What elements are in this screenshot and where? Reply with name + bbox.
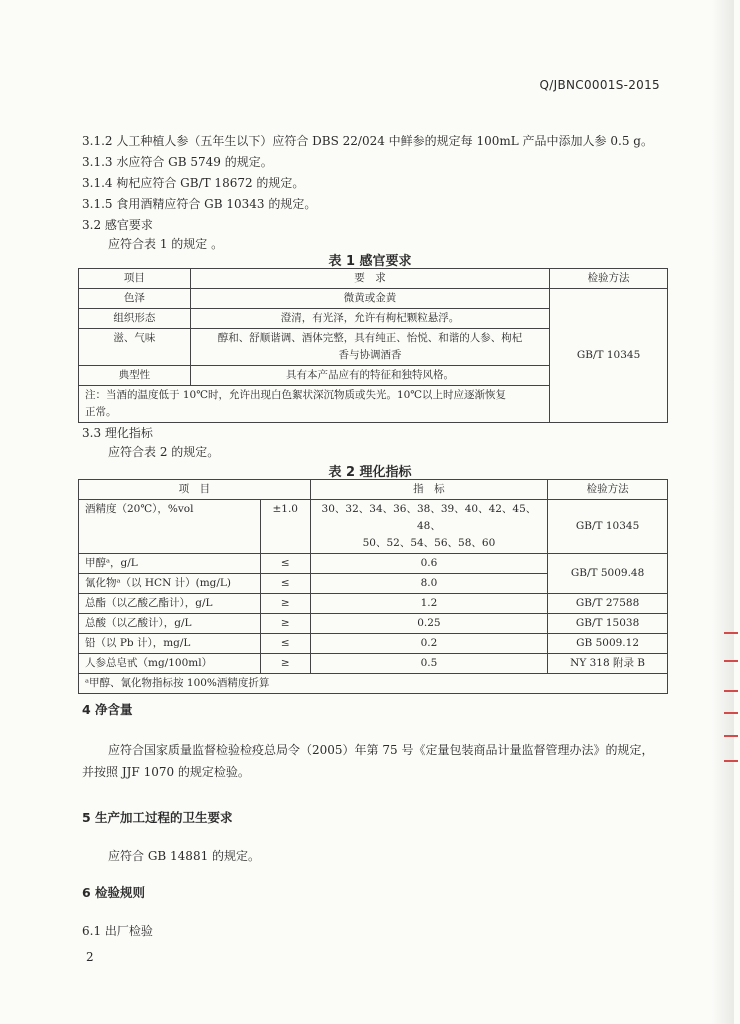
value-cell [310,500,547,554]
requirement-cell: 具有本产品应有的特征和独特风格。 [190,366,549,386]
operator-cell: ≤ [260,634,310,654]
value-cell: 1.2 [310,594,547,614]
item-cell: 甲醇ᵃ，g/L [79,554,261,574]
operator-cell: ≥ [260,614,310,634]
method-cell: GB/T 10345 [548,500,668,554]
clause-3-1-5: 3.1.5 食用酒精应符合 GB 10343 的规定。 [82,197,317,211]
operator-cell: ±1.0 [260,500,310,554]
red-stamp-mark [724,632,738,634]
operator-cell: ≤ [260,554,310,574]
item-cell: 组织形态 [79,309,191,329]
clause-3-1-2: 3.1.2 人工种植人参（五年生以下）应符合 DBS 22/024 中鲜参的规定每 100mL 产品中添加人参 0.5 g。 [82,134,653,148]
table-sensory [78,268,668,423]
section-4-text-cont: 并按照 JJF 1070 的规定检验。 [82,765,250,779]
clause-3-1-4: 3.1.4 枸杞应符合 GB/T 18672 的规定。 [82,176,305,190]
page-number: 2 [86,950,94,964]
requirement-line: 香与协调酒香 [338,349,402,361]
item-cell: 总酸（以乙酸计），g/L [79,614,261,634]
clause-3-3: 3.3 理化指标 [82,426,153,440]
table-row [79,500,668,554]
value-cell: 0.5 [310,654,547,674]
value-cell: 0.6 [310,554,547,574]
section-4-heading: 4 净含量 [82,702,133,717]
red-stamp-mark [724,760,738,762]
section-6-heading: 6 检验规则 [82,885,146,900]
method-cell: NY 318 附录 B [548,654,668,674]
clause-3-2: 3.2 感官要求 [82,218,153,232]
note-cell: ᵃ甲醇、氰化物指标按 100%酒精度折算 [79,674,668,694]
table-row [79,654,668,674]
operator-cell: ≥ [260,594,310,614]
value-cell: 0.2 [310,634,547,654]
header-cell: 指 标 [310,480,547,500]
method-cell: GB/T 27588 [548,594,668,614]
method-cell: GB/T 5009.48 [548,554,668,594]
method-cell: GB/T 10345 [550,289,668,423]
header-cell: 项 目 [79,480,311,500]
table-row [79,554,668,574]
value-line: 30、32、34、36、38、39、40、42、45、48、 [321,503,537,532]
note-line: 注：当酒的温度低于 10℃时，允许出现白色絮状深沉物质或失光。10℃以上时应逐渐恢复 [85,389,507,401]
header-cell: 检验方法 [550,269,668,289]
clause-3-2-text: 应符合表 1 的规定 。 [108,237,224,251]
item-cell: 滋、气味 [79,329,191,366]
clause-3-3-text: 应符合表 2 的规定。 [108,445,220,459]
table-header-row [79,269,668,289]
header-cell: 项目 [79,269,191,289]
operator-cell: ≥ [260,654,310,674]
requirement-cell [190,329,549,366]
note-cell [79,386,550,423]
section-4-text: 应符合国家质量监督检验检疫总局令（2005）年第 75 号《定量包装商品计量监督管理办法》的规定， [108,743,654,757]
table-row [79,594,668,614]
item-cell: 酒精度（20℃），%vol [79,500,261,554]
scan-edge [712,0,734,1024]
operator-cell: ≤ [260,574,310,594]
table-header-row [79,480,668,500]
item-cell: 人参总皂甙（mg/100ml） [79,654,261,674]
section-5-text: 应符合 GB 14881 的规定。 [108,849,261,863]
note-line: 正常。 [85,406,117,418]
table2-caption: 表 2 理化指标 [328,465,412,480]
table1-caption: 表 1 感官要求 [328,254,412,269]
item-cell: 铅（以 Pb 计），mg/L [79,634,261,654]
section-5-heading: 5 生产加工过程的卫生要求 [82,810,233,825]
value-line: 50、52、54、56、58、60 [362,537,496,549]
requirement-line: 醇和、舒顺谐调、酒体完整，具有纯正、怡悦、和谐的人参、枸杞 [217,332,523,344]
requirement-cell: 微黄或金黄 [190,289,549,309]
value-cell: 0.25 [310,614,547,634]
table-row [79,289,668,309]
method-cell: GB 5009.12 [548,634,668,654]
clause-3-1-3: 3.1.3 水应符合 GB 5749 的规定。 [82,155,273,169]
table-physicochemical [78,479,668,694]
item-cell: 氰化物ᵃ（以 HCN 计）(mg/L) [79,574,261,594]
red-stamp-mark [724,660,738,662]
item-cell: 典型性 [79,366,191,386]
red-stamp-mark [724,712,738,714]
red-stamp-mark [724,690,738,692]
header-cell: 要 求 [190,269,549,289]
red-stamp-mark [724,735,738,737]
standard-code: Q/JBNC0001S-2015 [539,78,660,92]
item-cell: 总酯（以乙酸乙酯计），g/L [79,594,261,614]
section-6-1: 6.1 出厂检验 [82,924,153,938]
requirement-cell: 澄清，有光泽，允许有枸杞颗粒悬浮。 [190,309,549,329]
table-note-row [79,674,668,694]
header-cell: 检验方法 [548,480,668,500]
table-row [79,634,668,654]
method-cell: GB/T 15038 [548,614,668,634]
item-cell: 色泽 [79,289,191,309]
value-cell: 8.0 [310,574,547,594]
table-row [79,614,668,634]
